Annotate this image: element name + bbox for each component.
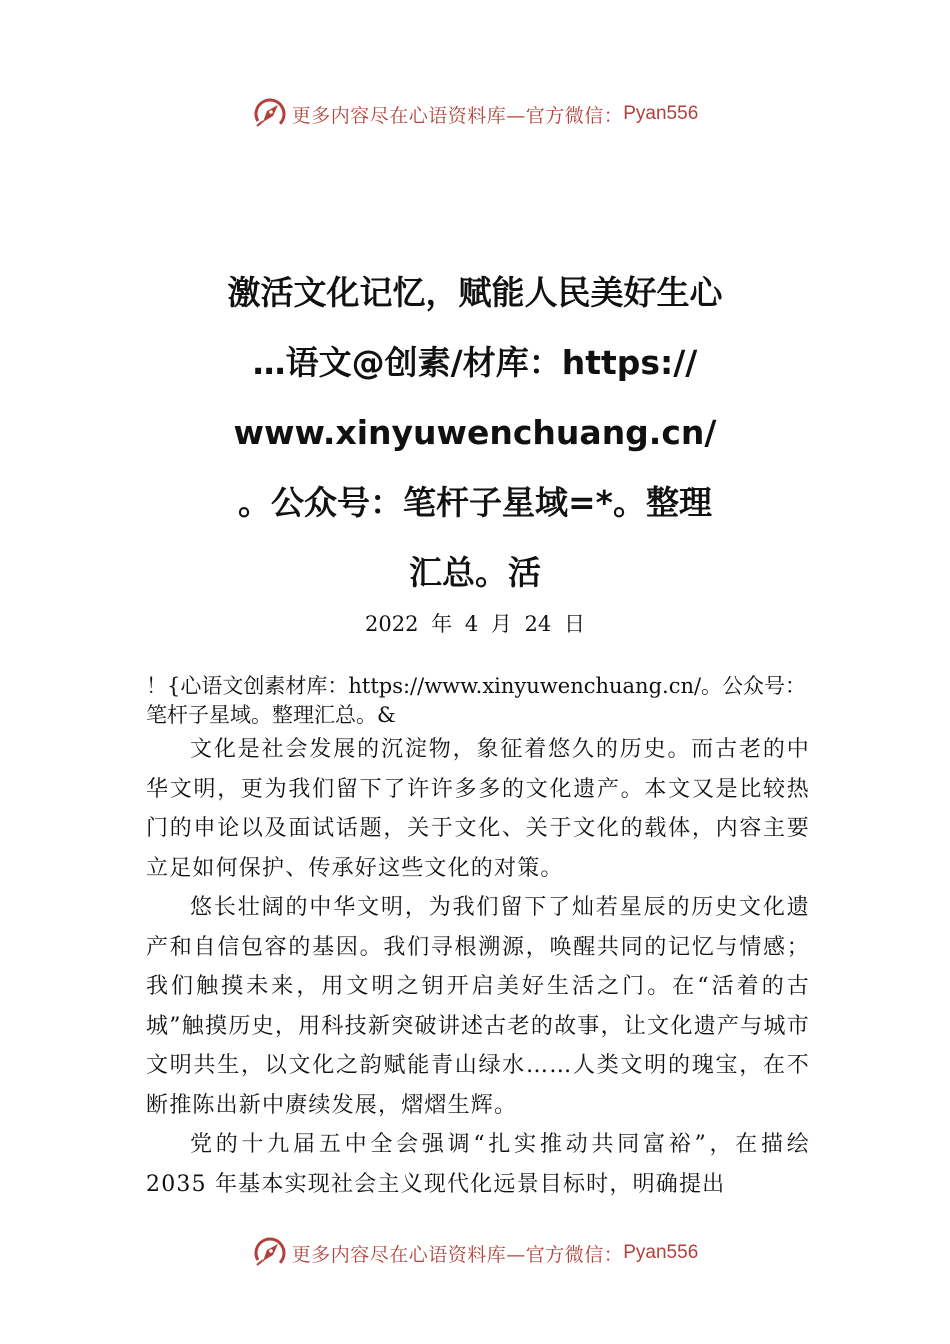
body-paragraph: 文化是社会发展的沉淀物，象征着悠久的历史。而古老的中华文明，更为我们留下了许许多多的文化遗产。本文又是比较热门的申论以及面试话题，关于文化、关于文化的载体，内容主要立足如何保护、传承好这些文化的对策。 <box>146 737 810 881</box>
title-line: 激活文化记忆，赋能人民美好生心 <box>227 273 723 312</box>
banner-text: 更多内容尽在心语资料库—官方微信： <box>291 104 624 127</box>
body-paragraph: 悠长壮阔的中华文明，为我们留下了灿若星辰的历史文化遗产和自信包容的基因。我们寻根溯源，唤醒共同的记忆与情感；我们触摸未来，用文明之钥开启美好生活之门。在“活着的古城”触摸历史，用科技新突破讲述古老的故事，让文化遗产与城市文明共生，以文化之韵赋能青山绿水……人类文明的瑰宝，在不断推陈出新中赓续发展，熠熠生辉。 <box>146 895 810 1118</box>
document-date: 2022 年 4 月 24 日 <box>365 612 585 636</box>
document-title <box>150 258 800 608</box>
footer-banner <box>0 1233 950 1273</box>
header-banner <box>0 94 950 134</box>
banner-text: 更多内容尽在心语资料库—官方微信： <box>291 1243 624 1266</box>
title-line: 汇总。活 <box>409 553 541 592</box>
document-body <box>146 672 810 1204</box>
title-line: www.xinyuwenchuang.cn/ <box>233 413 717 452</box>
title-line: 。公众号：笔杆子星域=*。整理 <box>238 483 712 522</box>
pen-nib-logo-icon <box>252 96 288 132</box>
pen-nib-logo-icon <box>252 1235 288 1271</box>
body-paragraph: 党的十九届五中全会强调“扎实推动共同富裕”，在描绘 2035 年基本实现社会主义现代化远景目标时，明确提出 <box>146 1132 810 1197</box>
banner-wechat-id: Pyan556 <box>623 103 699 124</box>
title-line: …语文@创素/材库：https:// <box>252 343 698 382</box>
intro-note: ！{心语文创素材库：https://www.xinyuwenchuang.cn/。公众号：笔杆子星域。整理汇总。& <box>146 674 807 727</box>
banner-wechat-id: Pyan556 <box>623 1242 699 1263</box>
